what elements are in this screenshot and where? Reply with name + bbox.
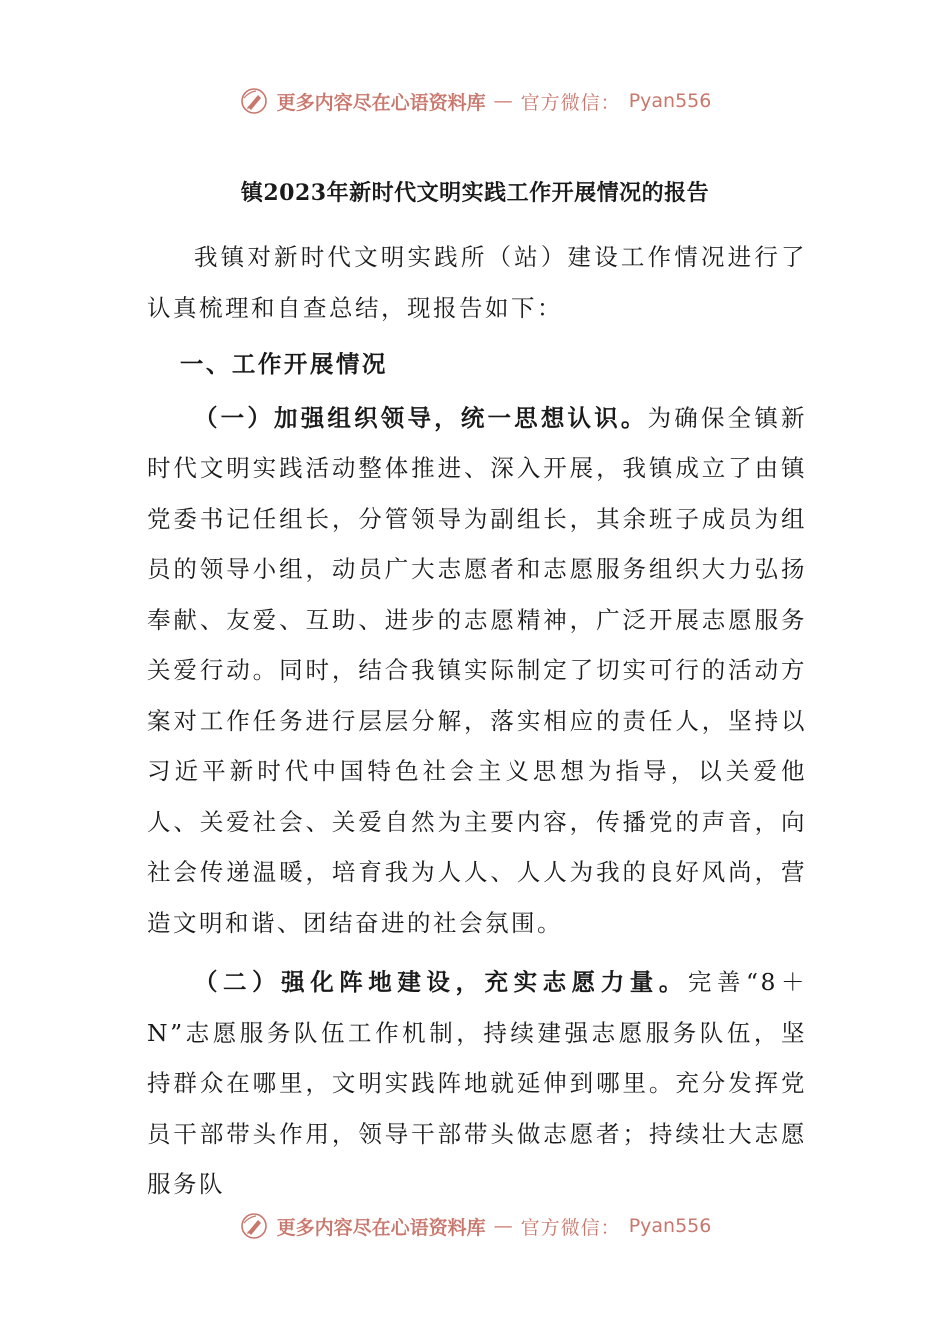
watermark-wechat-id: Pyan556 <box>628 1215 712 1237</box>
watermark-sub-text: 官方微信： <box>520 1216 621 1239</box>
intro-paragraph: 我镇对新时代文明实践所（站）建设工作情况进行了认真梳理和自查总结，现报告如下： <box>147 243 807 322</box>
watermark-main-text: 更多内容尽在心语资料库 <box>276 91 486 114</box>
watermark-dash: — <box>493 1215 513 1237</box>
paragraph-lead: （二）强化阵地建设，充实志愿力量。 <box>194 968 688 996</box>
watermark-dash: — <box>493 90 513 112</box>
watermark-wechat-id: Pyan556 <box>628 90 712 112</box>
paragraph-body: 完善“8＋N”志愿服务队伍工作机制，持续建强志愿服务队伍，坚持群众在哪里，文明实践阵地就延伸到哪里。充分发挥党员干部带头作用，领导干部带头做志愿者；持续壮大志愿服务队 <box>147 968 808 1198</box>
watermark-sub-text: 官方微信： <box>520 91 621 114</box>
footer-watermark <box>0 1211 950 1241</box>
paragraph-positions <box>147 957 807 1210</box>
paragraph-lead: （一）加强组织领导，统一思想认识。 <box>194 403 648 432</box>
document-title: 镇2023年新时代文明实践工作开展情况的报告 <box>240 180 710 206</box>
document-body <box>147 232 807 1210</box>
header-watermark <box>0 86 950 116</box>
pen-nib-logo-icon <box>239 1211 269 1241</box>
paragraph-body: 为确保全镇新时代文明实践活动整体推进、深入开展，我镇成立了由镇党委书记任组长，分管领导为副组长，其余班子成员为组员的领导小组，动员广大志愿者和志愿服务组织大力弘扬奉献、友爱、互助、进步的志愿精神，广泛开展志愿服务关爱行动。同时，结合我镇实际制定了切实可行的活动方案对工作任务进行层层分解，落实相应的责任人，坚持以习近平新时代中国特色社会主义思想为指导，以关爱他人、关爱社会、关爱自然为主要内容，传播党的声音，向社会传递温暖，培育我为人人、人人为我的良好风尚，营造文明和谐、团结奋进的社会氛围。 <box>147 403 808 937</box>
watermark-main-text: 更多内容尽在心语资料库 <box>276 1216 486 1239</box>
paragraph-organization <box>147 393 807 949</box>
section-heading: 一、工作开展情况 <box>179 350 388 378</box>
pen-nib-logo-icon <box>239 86 269 116</box>
